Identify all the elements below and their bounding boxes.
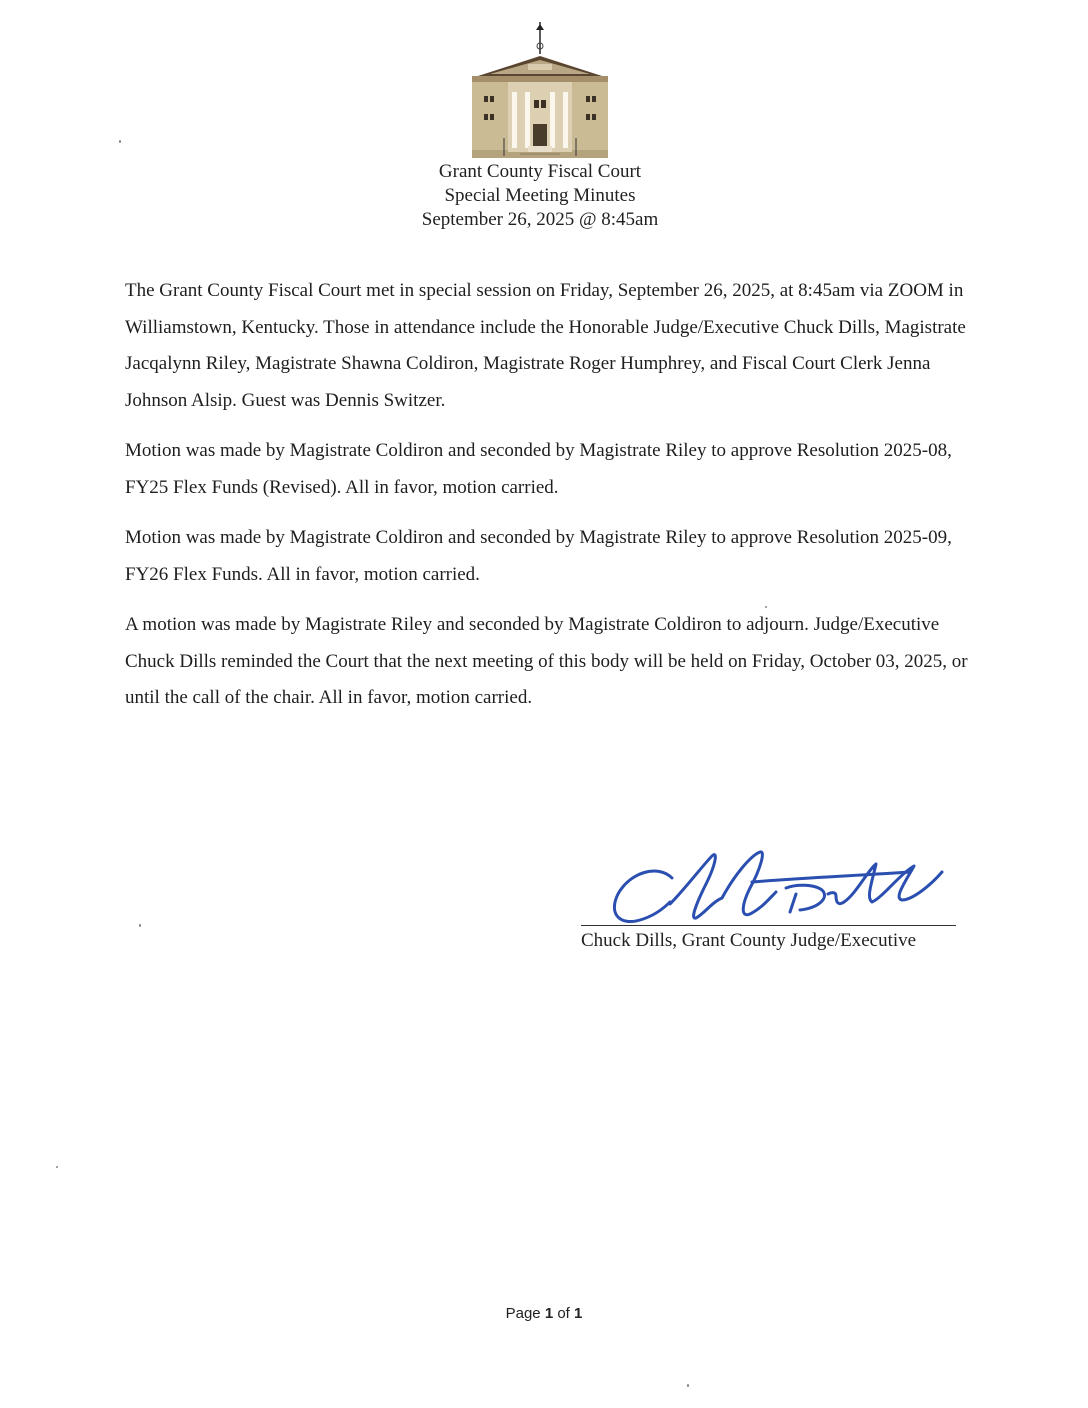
handwritten-signature [600, 842, 950, 932]
courthouse-logo-icon [470, 20, 610, 162]
document-title: Special Meeting Minutes [444, 185, 636, 206]
current-page: 1 [544, 1305, 554, 1322]
minutes-body [125, 273, 975, 731]
page-number [444, 1305, 644, 1322]
org-name: Grant County Fiscal Court [438, 161, 642, 182]
signature-line [581, 925, 956, 926]
scan-speck [765, 606, 767, 608]
signer-caption: Chuck Dills, Grant County Judge/Executive [581, 930, 917, 951]
scan-speck [687, 1384, 689, 1387]
motion-paragraph-2: Motion was made by Magistrate Coldiron and seconded by Magistrate Riley to approve Resolution 2025-09, FY26 Flex Funds. All in favor, motion carried. [125, 527, 952, 585]
scan-speck [139, 924, 141, 927]
total-pages: 1 [574, 1305, 583, 1322]
attendance-paragraph: The Grant County Fiscal Court met in special session on Friday, September 26, 2025, at 8:45am via ZOOM in Williamstown, Kentucky. Those in attendance include the Honorable Judge/Executive Chuck Dills, Magistrate Jacqalynn Riley, Magistrate Shawna Coldiron, Magistrate Roger Humphrey, and Fiscal Court Clerk Jenna Johnson Alsip. Guest was Dennis Switzer. [125, 280, 966, 411]
meeting-datetime: September 26, 2025 @ 8:45am [421, 209, 659, 230]
motion-paragraph-1: Motion was made by Magistrate Coldiron and seconded by Magistrate Riley to approve Resolution 2025-08, FY25 Flex Funds (Revised). All in favor, motion carried. [125, 440, 952, 498]
of-label: of [557, 1305, 570, 1322]
meeting-header [300, 160, 780, 232]
scan-speck [119, 140, 121, 143]
scan-speck [56, 1166, 58, 1168]
adjourn-paragraph: A motion was made by Magistrate Riley and seconded by Magistrate Coldiron to adjourn. Judge/Executive Chuck Dills reminded the Court that the next meeting of this body will be held on Friday, October 03, 2025, or until the call of the chair. All in favor, motion carried. [125, 614, 968, 708]
page-label: Page [505, 1305, 541, 1322]
